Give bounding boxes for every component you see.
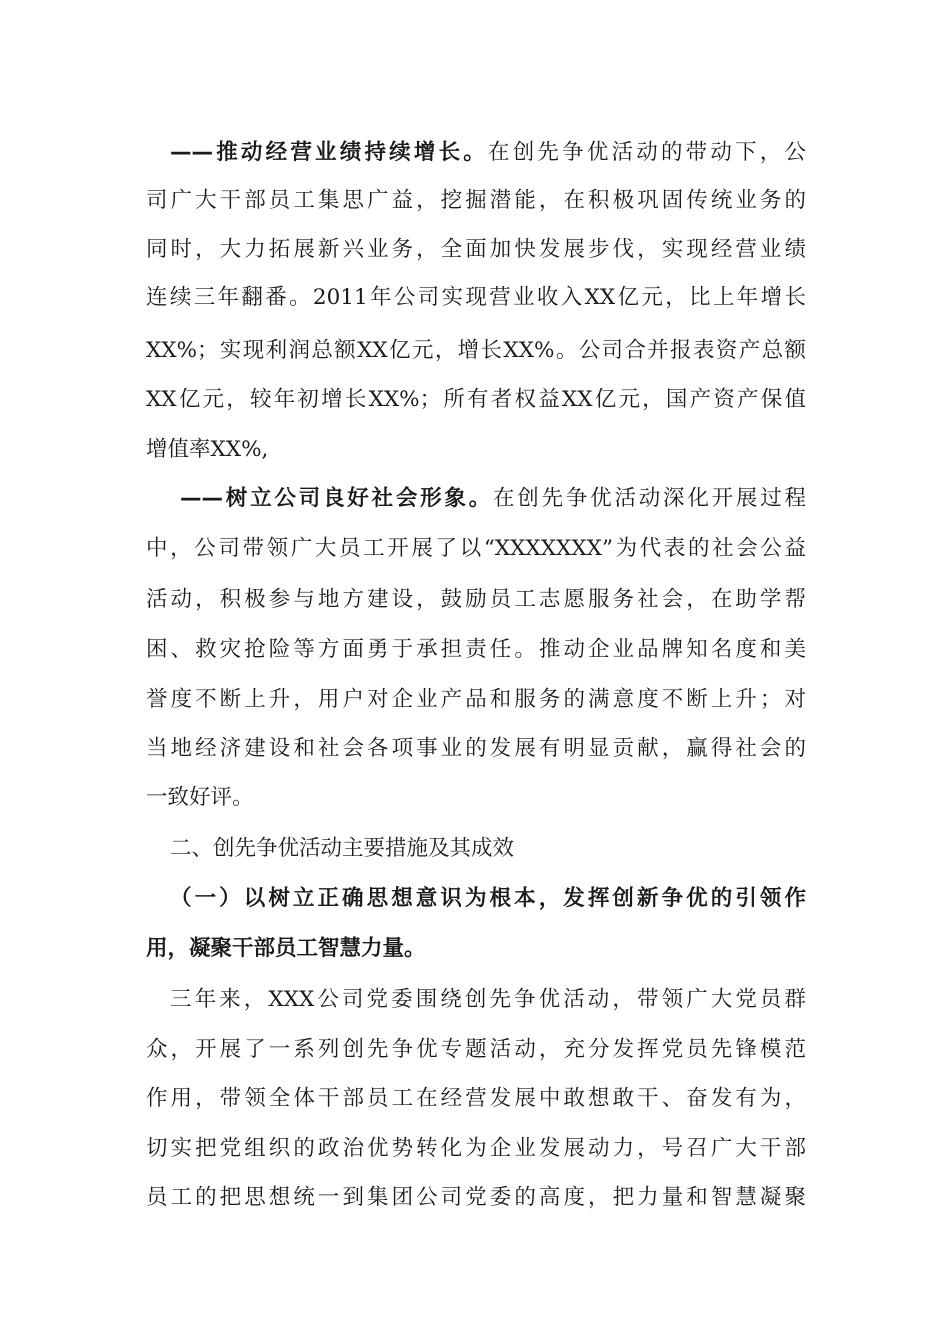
paragraph-2-line-1 (180, 483, 806, 515)
paragraph-1-line-7: 增值率XX%, (146, 437, 269, 462)
paragraph-1-line-6: XX亿元，较年初增长XX%；所有者权益XX亿元，国产资产保值 (146, 387, 806, 412)
paragraph-2-line-3: 活动，积极参与地方建设，鼓励员工志愿服务社会，在助学帮 (146, 587, 806, 612)
section-heading: 二、创先争优活动主要措施及其成效 (170, 836, 515, 861)
paragraph-3-line-1: 三年来，XXX公司党委围绕创先争优活动，带领广大党员群 (170, 987, 806, 1012)
paragraph-2-lead: ——树立公司良好社会形象。 (180, 486, 493, 511)
paragraph-2-line-1-text: 在创先争优活动深化开展过程 (493, 486, 806, 511)
paragraph-3-line-3: 作用，带领全体干部员工在经营发展中敢想敢干、奋发有为， (146, 1086, 806, 1111)
subheading-line-1-text: （一）以树立正确思想意识为根本，发挥创新争优的引领作 (170, 886, 806, 911)
paragraph-1-line-3: 同时，大力拓展新兴业务，全面加快发展步伐，实现经营业绩 (146, 237, 806, 262)
paragraph-1-lead: ——推动经营业绩持续增长。 (170, 140, 488, 165)
paragraph-3-line-4: 切实把党组织的政治优势转化为企业发展动力，号召广大干部 (146, 1136, 806, 1161)
paragraph-1-line-5: XX%；实现利润总额XX亿元，增长XX%。公司合并报表资产总额 (146, 338, 806, 363)
paragraph-2-line-4: 困、救灾抢险等方面勇于承担责任。推动企业品牌知名度和美 (146, 637, 806, 662)
paragraph-1-line-1-text: 在创先争优活动的带动下，公 (488, 140, 806, 165)
subheading-line-1 (170, 883, 806, 915)
paragraph-3-line-2: 众，开展了一系列创先争优专题活动，充分发挥党员先锋模范 (146, 1037, 806, 1062)
subheading-line-2: 用，凝聚干部员工智慧力量。 (146, 936, 426, 961)
paragraph-3-line-5: 员工的把思想统一到集团公司党委的高度，把力量和智慧凝聚 (146, 1185, 806, 1210)
paragraph-2-line-5: 誉度不断上升，用户对企业产品和服务的满意度不断上升；对 (146, 687, 806, 712)
paragraph-1-line-2: 司广大干部员工集思广益，挖掘潜能，在积极巩固传统业务的 (146, 188, 806, 213)
paragraph-1-line-1 (170, 137, 806, 169)
paragraph-1-line-4: 连续三年翻番。2011年公司实现营业收入XX亿元，比上年增长 (146, 285, 806, 310)
paragraph-2-line-7: 一致好评。 (146, 785, 254, 810)
paragraph-2-line-2: 中，公司带领广大员工开展了以“XXXXXXX”为代表的社会公益 (146, 536, 806, 561)
paragraph-2-line-6: 当地经济建设和社会各项事业的发展有明显贡献，赢得社会的 (146, 736, 806, 761)
